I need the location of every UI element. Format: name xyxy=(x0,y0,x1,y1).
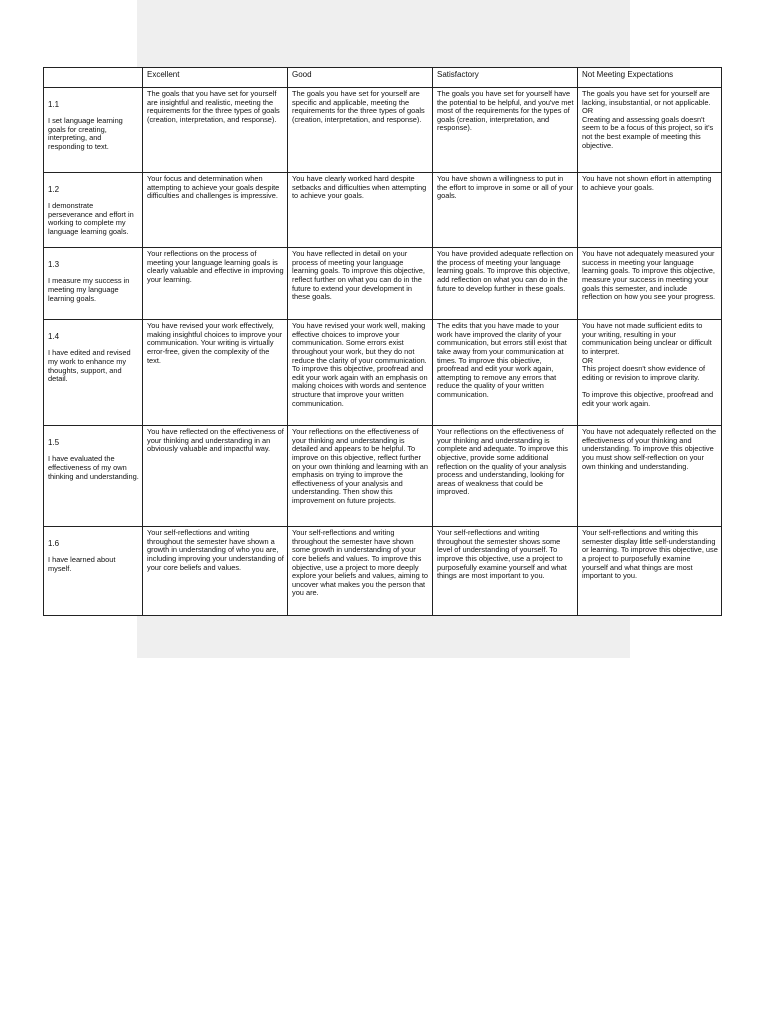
criterion-number: 1.1 xyxy=(48,99,60,109)
satisfactory-cell: Your self-reflections and writing throughout the semester shows some level of understanding of yourself. To improve this objective, use a project to purposefully examine yourself and what things are most important to you. xyxy=(433,527,578,616)
criterion-cell xyxy=(44,426,143,527)
good-cell: You have clearly worked hard despite setbacks and difficulties when attempting to achieve your goals. xyxy=(288,173,433,248)
table-row xyxy=(44,248,722,320)
rubric-table xyxy=(43,67,722,616)
not-meeting-cell: Your self-reflections and writing this semester display little self-understanding or learning. To improve this objective, use a project to purposefully examine yourself and what things are most important to you. xyxy=(578,527,722,616)
excellent-cell: The goals that you have set for yourself are insightful and realistic, meeting the requirements for the three types of goals (creation, interpretation, and response). xyxy=(143,88,288,173)
header-good: Good xyxy=(288,68,433,88)
excellent-cell: Your reflections on the process of meeting your language learning goals is clearly valuable and effective in improving your learning. xyxy=(143,248,288,320)
table-row xyxy=(44,88,722,173)
good-cell: You have reflected in detail on your process of meeting your language learning goals. To improve this objective, reflect further on what you can do in the future to extend your development in these goals. xyxy=(288,248,433,320)
not-meeting-cell: The goals you have set for yourself are lacking, insubstantial, or not applicable. OR Creating and assessing goals doesn't seem to be a focus of this project, so it's not the best example of meeting this objective. xyxy=(578,88,722,173)
criterion-text: I have learned about myself. xyxy=(48,555,116,573)
criterion-number: 1.2 xyxy=(48,184,60,194)
criterion-cell xyxy=(44,248,143,320)
good-cell: The goals you have set for yourself are specific and applicable, meeting the requirements for the three types of goals (creation, interpretation, and response). xyxy=(288,88,433,173)
header-criterion xyxy=(44,68,143,88)
header-excellent: Excellent xyxy=(143,68,288,88)
excellent-cell: Your self-reflections and writing throughout the semester have shown a growth in understanding of who you are, including improving your understanding of your core beliefs and values. xyxy=(143,527,288,616)
table-row xyxy=(44,527,722,616)
table-row xyxy=(44,173,722,248)
criterion-text: I have edited and revised my work to enhance my thoughts, support, and detail. xyxy=(48,348,131,384)
criterion-text: I measure my success in meeting my language learning goals. xyxy=(48,276,130,303)
satisfactory-cell: You have shown a willingness to put in the effort to improve in some or all of your goals. xyxy=(433,173,578,248)
criterion-number: 1.6 xyxy=(48,538,60,548)
table-row xyxy=(44,320,722,426)
criterion-cell xyxy=(44,320,143,426)
criterion-number: 1.5 xyxy=(48,437,60,447)
excellent-cell: You have revised your work effectively, making insightful choices to improve your communication. Your writing is virtually error-free, given the complexity of the text. xyxy=(143,320,288,426)
good-cell: Your self-reflections and writing throughout the semester have shown some growth in understanding of your core beliefs and values. To improve this objective, use a project to more deeply explore your beliefs and values, aiming to uncover what makes you the person that you are. xyxy=(288,527,433,616)
criterion-text: I set language learning goals for creating, interpreting, and responding to text. xyxy=(48,116,123,151)
excellent-cell: Your focus and determination when attempting to achieve your goals despite difficulties and challenges is impressive. xyxy=(143,173,288,248)
satisfactory-cell: The goals you have set for yourself have the potential to be helpful, and you've met most of the requirements for the types of goals (creation, interpretation, and response). xyxy=(433,88,578,173)
criterion-number: 1.4 xyxy=(48,331,60,341)
criterion-number: 1.3 xyxy=(48,259,60,269)
not-meeting-cell: You have not made sufficient edits to your writing, resulting in your communication being unclear or difficult to interpret. OR This project doesn't show evidence of editing or revision to improve clarity. To improve this objective, proofread and edit your work again. xyxy=(578,320,722,426)
header-satisfactory: Satisfactory xyxy=(433,68,578,88)
header-not-meeting: Not Meeting Expectations xyxy=(578,68,722,88)
header-row xyxy=(44,68,722,88)
good-cell: You have revised your work well, making effective choices to improve your communication. Some errors exist throughout your work, but they do not reduce the clarity of your communication. To improve this objective, proofread and edit your work again with an emphasis on making choices with words and sentence structure that improve your written communication. xyxy=(288,320,433,426)
good-cell: Your reflections on the effectiveness of your thinking and understanding is detailed and appears to be helpful. To improve on this objective, reflect further on your own thinking and learning with an emphasis on trying to improve the effectiveness of your analysis and understanding. Then show this improvement on future projects. xyxy=(288,426,433,527)
satisfactory-cell: You have provided adequate reflection on the process of meeting your language learning goals. To improve this objective, add reflection on what you can do in the future to develop further in these goals. xyxy=(433,248,578,320)
not-meeting-cell: You have not adequately reflected on the effectiveness of your thinking and understanding. To improve this objective you must show self-reflection on your own thinking and understanding. xyxy=(578,426,722,527)
not-meeting-cell: You have not shown effort in attempting to achieve your goals. xyxy=(578,173,722,248)
criterion-cell xyxy=(44,88,143,173)
criterion-text: I demonstrate perseverance and effort in working to complete my language learning goals. xyxy=(48,201,134,236)
satisfactory-cell: The edits that you have made to your work have improved the clarity of your communication, but errors still exist that take away from your communication at times. To improve this objective, proofread and edit your work again, attempting to remove any errors that reduce the quality of your written communication. xyxy=(433,320,578,426)
excellent-cell: You have reflected on the effectiveness of your thinking and understanding in an obviously valuable and impactful way. xyxy=(143,426,288,527)
not-meeting-cell: You have not adequately measured your success in meeting your language learning goals. To improve this objective, measure your success in meeting your goals this semester, and include reflection on how you see your progress. xyxy=(578,248,722,320)
criterion-cell xyxy=(44,527,143,616)
satisfactory-cell: Your reflections on the effectiveness of your thinking and understanding is complete and adequate. To improve this objective, provide some additional reflection on the quality of your analysis process and understanding, looking for areas of weakness that could be improved. xyxy=(433,426,578,527)
criterion-cell xyxy=(44,173,143,248)
table-row xyxy=(44,426,722,527)
criterion-text: I have evaluated the effectiveness of my own thinking and understanding. xyxy=(48,454,139,481)
